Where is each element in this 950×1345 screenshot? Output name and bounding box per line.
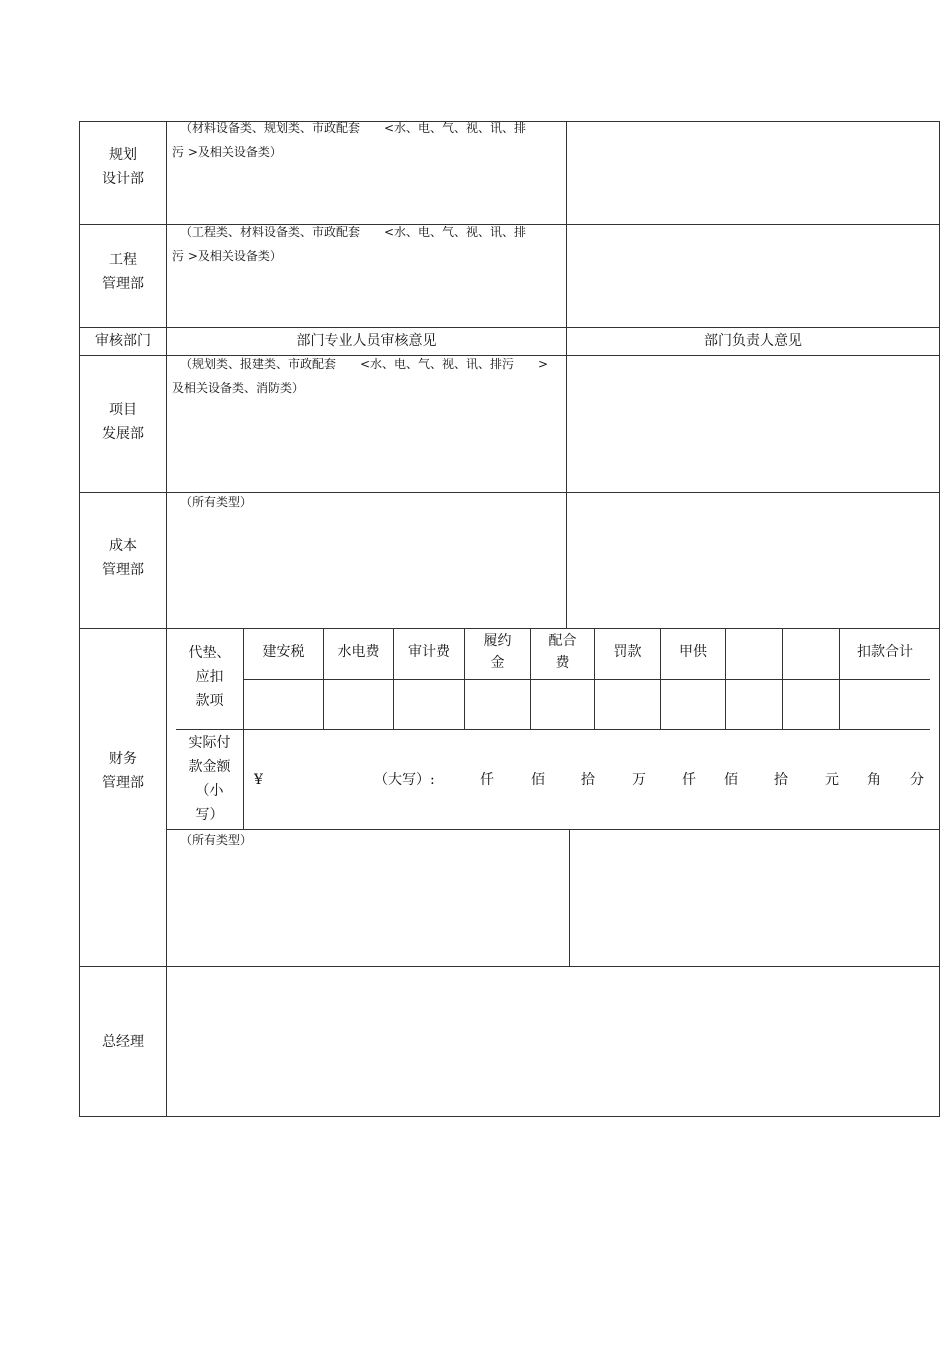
- dept-label-line: 规划: [109, 147, 137, 163]
- engineering-head-opinion-field[interactable]: [567, 225, 939, 327]
- penalty-value-field[interactable]: [595, 680, 660, 729]
- header-head-opinion: 部门负责人意见: [704, 333, 802, 349]
- col-header-text: 甲供: [679, 644, 707, 660]
- col-penalty: [595, 642, 660, 662]
- col-header-text: 审计费: [408, 644, 450, 660]
- col-audit-fee: [394, 642, 464, 662]
- finance-subline: [176, 729, 930, 730]
- label-line: 款项: [195, 693, 224, 709]
- note-line: （工程类、材料设备类、市政配套 <水、电、气、视、讯、排: [180, 225, 527, 239]
- col-performance-deposit: [465, 630, 530, 674]
- cost-head-opinion-field[interactable]: [567, 493, 939, 628]
- dept-engineering-management: [80, 248, 166, 296]
- unit-yuan: 元: [825, 772, 839, 788]
- note-line: （材料设备类、规划类、市政配套 <水、电、气、视、讯、排: [180, 121, 527, 135]
- col-header-text: 履约: [483, 633, 512, 649]
- col-header-text: 建安税: [262, 644, 305, 660]
- col-construction-tax: [244, 642, 323, 662]
- dept-cost-management: [80, 534, 166, 582]
- construction-tax-value-field[interactable]: [244, 680, 323, 729]
- planning-head-opinion-field[interactable]: [567, 122, 939, 224]
- col-header-text: 费: [555, 655, 570, 671]
- dept-general-manager: 总经理: [102, 1034, 144, 1050]
- performance-deposit-value-field[interactable]: [465, 680, 530, 729]
- unit-shi-wan: 拾: [581, 772, 595, 788]
- audit-fee-value-field[interactable]: [394, 680, 464, 729]
- label-line: 款金额: [188, 759, 231, 775]
- unit-shi: 拾: [774, 772, 788, 788]
- cost-specialist-opinion-field[interactable]: [167, 515, 566, 628]
- yen-symbol: ¥: [254, 772, 263, 788]
- planning-scope-note: [172, 116, 562, 164]
- unit-bai: 佰: [724, 772, 738, 788]
- row-line: [79, 628, 940, 629]
- dept-label-line: 财务: [109, 751, 137, 767]
- unit-jiao: 角: [867, 772, 881, 788]
- unit-wan: 万: [632, 772, 646, 788]
- dept-label-line: 管理部: [102, 562, 144, 578]
- deduction-items-label: [176, 641, 243, 713]
- coordination-fee-value-field[interactable]: [531, 680, 594, 729]
- note-line: 污 >及相关设备类）: [172, 249, 282, 263]
- utility-fee-value-field[interactable]: [324, 680, 393, 729]
- dept-label-line: 成本: [109, 538, 137, 554]
- owner-supplied-value-field[interactable]: [661, 680, 725, 729]
- finance-specialist-opinion-field[interactable]: [167, 852, 569, 966]
- project-specialist-opinion-field[interactable]: [167, 402, 566, 492]
- project-head-opinion-field[interactable]: [567, 356, 939, 492]
- header-specialist-opinion: 部门专业人员审核意见: [296, 333, 437, 349]
- amount-in-words-label: （大写）:: [374, 772, 435, 788]
- finance-head-opinion-field[interactable]: [570, 830, 939, 966]
- col-deduction-total: [840, 642, 930, 662]
- amount-figures-field[interactable]: [268, 762, 368, 796]
- col-header-text: 配合: [548, 633, 577, 649]
- dept-planning-design: [80, 143, 166, 191]
- dept-label-line: 工程: [109, 252, 137, 268]
- note-line: 及相关设备类、消防类）: [172, 381, 305, 395]
- row-line: [79, 1116, 940, 1117]
- engineering-specialist-opinion-field[interactable]: [167, 264, 566, 327]
- general-manager-opinion-field[interactable]: [167, 967, 939, 1116]
- project-scope-note: [172, 352, 564, 400]
- unit-qian: 仟: [682, 772, 696, 788]
- note-line: （规划类、报建类、市政配套 <水、电、气、视、讯、排污 >: [180, 357, 549, 371]
- dept-label-line: 项目: [109, 402, 137, 418]
- blank-2-value-field[interactable]: [783, 680, 839, 729]
- col-utility-fee: [324, 642, 393, 662]
- dept-label-line: 管理部: [102, 775, 144, 791]
- engineering-scope-note: [172, 220, 562, 268]
- label-line: 代垫、: [188, 645, 231, 661]
- deduction-total-value-field[interactable]: [840, 680, 930, 729]
- header-review-dept: 审核部门: [95, 333, 151, 349]
- actual-payment-label: [176, 731, 243, 827]
- planning-specialist-opinion-field[interactable]: [167, 160, 566, 224]
- note-line: 污 >及相关设备类）: [172, 145, 282, 159]
- label-line: 应扣: [195, 669, 224, 685]
- dept-label-line: 设计部: [102, 171, 144, 187]
- dept-label-line: 管理部: [102, 276, 144, 292]
- dept-label-line: 发展部: [102, 426, 144, 442]
- col-header-text: 扣款合计: [857, 644, 913, 660]
- unit-qian-wan: 仟: [480, 772, 494, 788]
- col-owner-supplied: [661, 642, 725, 662]
- label-line: 写）: [195, 807, 224, 823]
- cost-scope-note: （所有类型）: [180, 495, 253, 509]
- col-header-text: 水电费: [337, 644, 380, 660]
- dept-finance-management: [80, 747, 166, 795]
- dept-project-development: [80, 398, 166, 446]
- unit-fen: 分: [910, 772, 924, 788]
- finance-scope-note: （所有类型）: [180, 833, 253, 847]
- col-header-text: 罚款: [613, 644, 642, 660]
- col-coordination-fee: [531, 630, 594, 674]
- col-header-text: 金: [490, 655, 505, 671]
- label-line: 实际付: [188, 735, 231, 751]
- label-line: （小: [195, 783, 224, 799]
- unit-bai-wan: 佰: [531, 772, 545, 788]
- blank-1-value-field[interactable]: [726, 680, 782, 729]
